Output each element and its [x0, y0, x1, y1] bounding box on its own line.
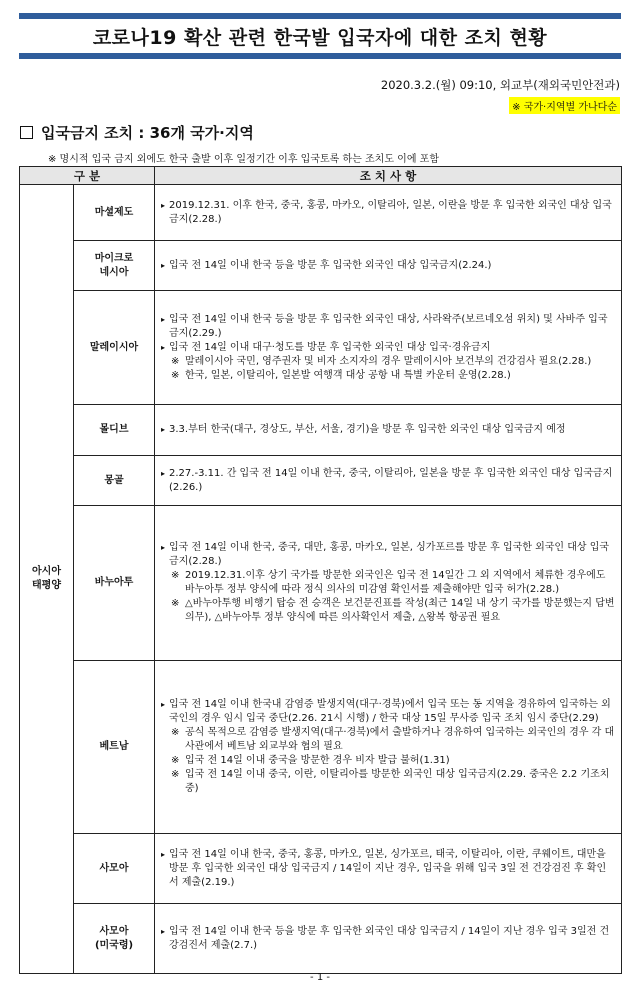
measure-item-text: 2.27.-3.11. 간 입국 전 14일 이내 한국, 중국, 이탈리아, 일본을 방문 후 입국한 외국인 대상 입국금지(2.26.): [169, 467, 613, 493]
country-cell: 마이크로 네시아: [74, 241, 155, 291]
measure-cell: [155, 185, 622, 241]
table-body: [20, 185, 622, 974]
bullet-icon: ▸: [161, 260, 166, 270]
measure-note-text: 한국, 일본, 이탈리아, 일본발 여행객 대상 공항 내 특별 카운터 운영(2.28.): [185, 369, 511, 381]
reference-mark-icon: ※: [171, 570, 180, 581]
table-row: [20, 506, 622, 661]
reference-mark-icon: ※: [171, 355, 180, 367]
measure-item: [161, 199, 615, 227]
measure-item: [161, 848, 615, 890]
measure-item: [161, 341, 615, 355]
country-cell: 몽골: [74, 456, 155, 506]
measure-item: [161, 541, 615, 569]
measure-cell: [155, 456, 622, 506]
reference-mark-icon: ※: [171, 598, 180, 609]
measure-cell: [155, 405, 622, 456]
region-cell: 아시아 태평양: [20, 185, 74, 974]
country-cell: 사모아: [74, 834, 155, 904]
bullet-icon: ▸: [161, 342, 166, 352]
measure-item: [161, 259, 615, 273]
measure-cell: [155, 904, 622, 974]
measure-item-text: 입국 전 14일 이내 한국, 중국, 대만, 홍콩, 마카오, 일본, 싱가포르를 방문 후 입국한 외국인 대상 입국금지(2.28.): [169, 542, 610, 567]
measures-table: [19, 166, 622, 974]
measure-item-text: 입국 전 14일 이내 한국, 중국, 홍콩, 마카오, 일본, 싱가포르, 태국, 이탈리아, 이란, 쿠웨이트, 대만을 방문 후 입국한 외국인 대상 입국금지 / 14일이 지난 경우, 입국을 위해 입국 3일 전 건강검진 후 확인서 제출(2.19.): [169, 848, 607, 888]
measure-note: [161, 768, 615, 796]
header-category: 구 분: [20, 167, 155, 185]
measure-cell: [155, 291, 622, 405]
section-note: ※ 명시적 입국 금지 외에도 한국 출발 이후 일정기간 이후 입국토록 하는 조치도 이에 포함: [48, 154, 439, 165]
header-measures: 조 치 사 항: [155, 167, 622, 185]
measure-note-text: 말레이시아 국민, 영주권자 및 비자 소지자의 경우 말레이시아 보건부의 건강검사 필요(2.28.): [185, 355, 592, 367]
measure-cell: [155, 661, 622, 834]
measure-item-text: 2019.12.31. 이후 한국, 중국, 홍콩, 마카오, 이탈리아, 일본, 이란을 방문 후 입국한 외국인 대상 입국금지(2.28.): [169, 199, 612, 225]
measure-item-text: 입국 전 14일 이내 대구·청도를 방문 후 입국한 외국인 대상 입국·경유금지: [169, 341, 491, 353]
table-header-row: [20, 167, 622, 185]
table-row: [20, 456, 622, 506]
country-cell: 사모아 (미국령): [74, 904, 155, 974]
measure-note: [161, 569, 615, 597]
country-cell: 말레이시아: [74, 291, 155, 405]
section-heading-text: 입국금지 조치 : 36개 국가·지역: [41, 124, 254, 142]
bullet-icon: ▸: [161, 425, 166, 434]
measure-cell: [155, 506, 622, 661]
measure-item-text: 입국 전 14일 이내 한국 등을 방문 후 입국한 외국인 대상 입국금지 / 14일이 지난 경우 입국 3일전 건강검진서 제출(2.7.): [169, 925, 610, 951]
measure-note: [161, 355, 615, 369]
measure-note-text: 공식 목적으로 감염증 발생지역(대구·경북)에서 출발하거나 경유하여 입국하는 외국인의 경우 각 대사관에서 베트남 외교부와 협의 필요: [185, 727, 615, 752]
measure-cell: [155, 241, 622, 291]
measure-note: [161, 754, 615, 768]
reference-mark-icon: ※: [171, 727, 180, 738]
country-cell: 마셜제도: [74, 185, 155, 241]
reference-mark-icon: ※: [171, 755, 180, 766]
table-row: [20, 241, 622, 291]
measure-item: [161, 467, 615, 495]
table-row: [20, 661, 622, 834]
bullet-icon: ▸: [161, 468, 166, 478]
bullet-icon: ▸: [161, 926, 166, 936]
page-title: 코로나19 확산 관련 한국발 입국자에 대한 조치 현황: [92, 26, 548, 49]
bullet-icon: ▸: [161, 543, 166, 552]
measure-note: [161, 726, 615, 754]
measure-note-text: 입국 전 14일 이내 중국을 방문한 경우 비자 발급 불허(1.31): [185, 755, 450, 766]
title-box: [19, 13, 621, 59]
measure-item-text: 3.3.부터 한국(대구, 경상도, 부산, 서울, 경기)을 방문 후 입국한 외국인 대상 입국금지 예정: [169, 424, 566, 435]
country-cell: 베트남: [74, 661, 155, 834]
measure-item: [161, 925, 615, 953]
measure-item-text: 입국 전 14일 이내 한국 등을 방문 후 입국한 외국인 대상 입국금지(2.24.): [169, 259, 492, 271]
measure-item: [161, 698, 615, 726]
measure-item: [161, 423, 615, 437]
table-row: [20, 834, 622, 904]
measure-note: [161, 597, 615, 625]
measure-item: [161, 313, 615, 341]
bullet-icon: ▸: [161, 200, 166, 210]
measure-note-text: 2019.12.31.이후 상기 국가를 방문한 외국인은 입국 전 14일간 그 외 지역에서 체류한 경우에도 바누아투 정부 양식에 따라 정식 의사의 미감염 확인서를 제출해야만 입국 허가(2.28.): [185, 570, 606, 595]
measure-note-text: 입국 전 14일 이내 중국, 이란, 이탈리아를 방문한 외국인 대상 입국금지(2.29. 중국은 2.2 기조치 중): [185, 769, 610, 794]
sort-note: ※ 국가·지역별 가나다순: [509, 97, 620, 114]
bullet-icon: ▸: [161, 849, 166, 859]
checkbox-icon: [20, 126, 33, 139]
table-row: [20, 405, 622, 456]
bullet-icon: ▸: [161, 700, 166, 709]
measure-item-text: 입국 전 14일 이내 한국 등을 방문 후 입국한 외국인 대상, 사라왁주(보르네오섬 위치) 및 사바주 입국금지(2.29.): [169, 313, 608, 339]
table-row: [20, 291, 622, 405]
reference-mark-icon: ※: [171, 369, 180, 381]
measure-item-text: 입국 전 14일 이내 한국내 감염증 발생지역(대구·경북)에서 입국 또는 동 지역을 경유하여 입국하는 외국인의 경우 임시 입국 중단(2.26. 21시 시행) / 한국 대상 15일 무사증 입국 조치 임시 중단(2.29): [169, 699, 611, 724]
table-row: [20, 185, 622, 241]
reference-mark-icon: ※: [171, 769, 180, 780]
country-cell: 몰디브: [74, 405, 155, 456]
section-heading: [20, 122, 254, 143]
measure-cell: [155, 834, 622, 904]
country-cell: 바누아투: [74, 506, 155, 661]
bullet-icon: ▸: [161, 314, 166, 324]
page-number: - 1 -: [310, 972, 330, 983]
measure-note: [161, 369, 615, 383]
table-row: [20, 904, 622, 974]
date-line: 2020.3.2.(월) 09:10, 외교부(재외국민안전과): [380, 78, 620, 92]
measure-note-text: △바누아투행 비행기 탑승 전 승객은 보건문진표를 작성(최근 14일 내 상기 국가를 방문했는지 답변 의무), △바누아투 정부 양식에 따른 의사확인서 제출, △왕복 항공권 필요: [185, 598, 615, 623]
